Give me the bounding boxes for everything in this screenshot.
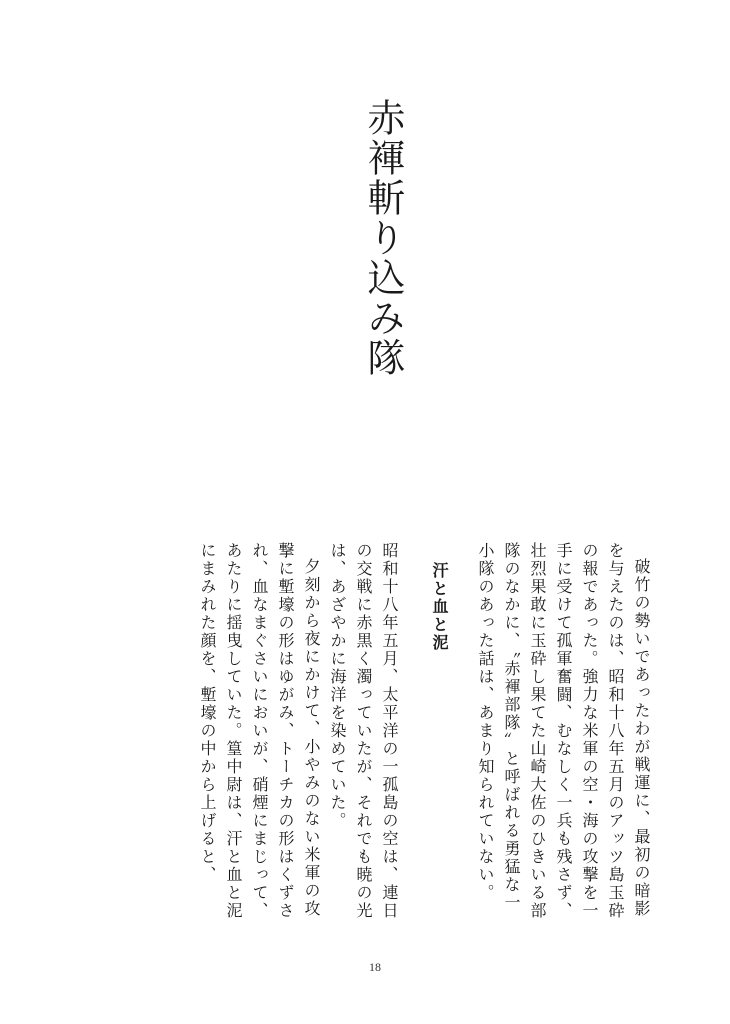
intro-paragraph: 破竹の勢いであったわが戦運に、最初の暗影を与えたのは、昭和十八年五月のアッツ島玉砕の報であった。強力な米軍の空・海の攻撃を一手に受けて孤軍奮闘、むなしく一兵も残さず、壮烈果敢に玉砕し果てた山崎大佐のひきいる部隊のなかに、〝赤褌部隊〟と呼ばれる勇猛な一小隊のあった話は、あまり知られていない。 bbox=[476, 542, 651, 920]
paragraph-1: 昭和十八年五月、太平洋の一孤島の空は、連日の交戦に赤黒く濁っていたが、それでも暁の光は、あざやかに海洋を染めていた。 bbox=[328, 542, 399, 920]
chapter-title: 赤褌斬り込み隊 bbox=[361, 98, 405, 378]
paragraph-2: 夕刻から夜にかけて、小やみのない米軍の攻撃に塹壕の形はゆがみ、トーチカの形はくずされ、血なまぐさいにおいが、硝煙にまじって、あたりに揺曳していた。篁中尉は、汗と血と泥にまみれた顔を、塹壕の中から上げると、 bbox=[198, 542, 321, 920]
page-number: 18 bbox=[369, 960, 381, 974]
body-text bbox=[124, 542, 654, 922]
section-heading: 汗と血と泥 bbox=[430, 562, 449, 652]
